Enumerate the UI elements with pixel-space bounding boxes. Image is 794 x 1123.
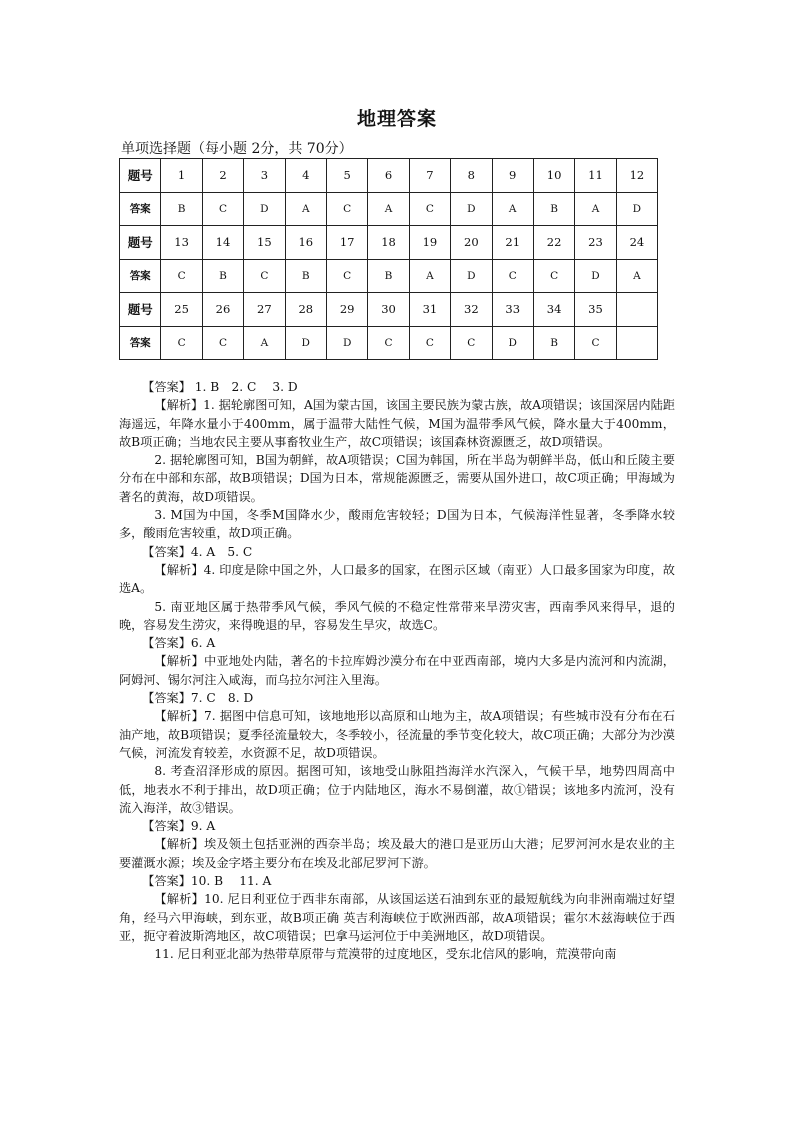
answer-cell: B (533, 326, 574, 360)
explanation-paragraph: 【解析】7. 据图中信息可知，该地地形以高原和山地为主，故A项错误；有些城市没有分布在石油产地，故B项错误；夏季径流量较大，冬季较小，径流量的季节变化较大，故C项正确；大部分为沙漠气候，河流发育较差，水资源不足，故D项错误。 (119, 709, 675, 760)
question-number-cell: 5 (326, 159, 367, 193)
answer-cell: D (575, 259, 616, 293)
question-number-cell: 16 (285, 226, 326, 260)
answer-row (120, 192, 658, 226)
question-number-cell: 9 (492, 159, 533, 193)
question-number-cell: 23 (575, 226, 616, 260)
answer-cell: C (161, 259, 202, 293)
answer-cell: D (492, 326, 533, 360)
question-number-cell: 1 (161, 159, 202, 193)
question-number-label: 题号 (120, 293, 161, 327)
question-number-cell: 20 (451, 226, 492, 260)
answer-cell (616, 326, 657, 360)
question-number-cell: 7 (409, 159, 450, 193)
question-number-cell (616, 293, 657, 327)
answer-table (119, 158, 658, 360)
answer-label: 答案 (120, 326, 161, 360)
question-number-cell: 28 (285, 293, 326, 327)
question-number-cell: 19 (409, 226, 450, 260)
answer-cell: D (326, 326, 367, 360)
question-number-cell: 11 (575, 159, 616, 193)
answer-cell: B (202, 259, 243, 293)
answer-line: 【答案】6. A (142, 636, 216, 651)
answer-cell: C (575, 326, 616, 360)
question-number-cell: 4 (285, 159, 326, 193)
question-number-row (120, 293, 658, 327)
answer-row (120, 326, 658, 360)
answer-cell: D (616, 192, 657, 226)
answer-cell: C (492, 259, 533, 293)
answer-label: 答案 (120, 259, 161, 293)
answer-cell: C (451, 326, 492, 360)
question-number-cell: 34 (533, 293, 574, 327)
question-number-cell: 22 (533, 226, 574, 260)
question-number-cell: 31 (409, 293, 450, 327)
answer-cell: A (575, 192, 616, 226)
answer-cell: C (326, 192, 367, 226)
answer-line: 【答案】9. A (142, 819, 216, 834)
question-number-cell: 35 (575, 293, 616, 327)
question-number-cell: 14 (202, 226, 243, 260)
explanation-paragraph: 2. 据轮廓图可知，B国为朝鲜，故A项错误；C国为韩国，所在半岛为朝鲜半岛，低山和丘陵主要分布在中部和东部，故B项错误；D国为日本，常规能源匮乏，需要从国外进口，故C项正确；甲海域为著名的黄海，故D项错误。 (119, 453, 675, 504)
answer-line: 【答案】10. B 11. A (142, 874, 272, 889)
explanations (119, 378, 675, 964)
explanation-paragraph: 11. 尼日利亚北部为热带草原带与荒漠带的过度地区，受东北信风的影响，荒漠带向南 (154, 947, 617, 962)
question-number-cell: 30 (368, 293, 409, 327)
question-number-cell: 12 (616, 159, 657, 193)
question-number-label: 题号 (120, 226, 161, 260)
question-number-cell: 21 (492, 226, 533, 260)
answer-cell: C (409, 326, 450, 360)
question-number-cell: 32 (451, 293, 492, 327)
answer-cell: A (492, 192, 533, 226)
question-number-cell: 10 (533, 159, 574, 193)
answer-cell: D (285, 326, 326, 360)
answer-cell: D (244, 192, 285, 226)
question-number-cell: 27 (244, 293, 285, 327)
question-number-cell: 15 (244, 226, 285, 260)
answer-cell: C (533, 259, 574, 293)
question-number-cell: 18 (368, 226, 409, 260)
answer-cell: B (285, 259, 326, 293)
answer-cell: A (368, 192, 409, 226)
section-title: 单项选择题（每小题 2分，共 70分） (121, 141, 353, 157)
question-number-cell: 8 (451, 159, 492, 193)
question-number-cell: 29 (326, 293, 367, 327)
question-number-cell: 6 (368, 159, 409, 193)
answer-cell: D (451, 259, 492, 293)
explanation-paragraph: 【解析】埃及领土包括亚洲的西奈半岛；埃及最大的港口是亚历山大港；尼罗河河水是农业的主要灌溉水源；埃及金字塔主要分布在埃及北部尼罗河下游。 (119, 837, 675, 870)
answer-table-body (120, 159, 658, 360)
answer-cell: B (161, 192, 202, 226)
answer-cell: C (202, 326, 243, 360)
question-number-row (120, 226, 658, 260)
answer-row (120, 259, 658, 293)
question-number-cell: 17 (326, 226, 367, 260)
answer-line: 【答案】 1. B 2. C 3. D (142, 380, 298, 394)
page-title: 地理答案 (356, 108, 437, 130)
question-number-cell: 33 (492, 293, 533, 327)
answer-cell: D (451, 192, 492, 226)
answer-label: 答案 (120, 192, 161, 226)
explanation-paragraph: 5. 南亚地区属于热带季风气候，季风气候的不稳定性常带来旱涝灾害，西南季风来得早，退的晚，容易发生涝灾，来得晚退的早，容易发生旱灾，故选C。 (119, 599, 675, 632)
question-number-cell: 24 (616, 226, 657, 260)
answer-line: 【答案】7. C 8. D (142, 691, 254, 706)
explanation-paragraph: 3. M国为中国，冬季M国降水少，酸雨危害较轻；D国为日本，气候海洋性显著，冬季降水较多，酸雨危害较重，故D项正确。 (119, 508, 675, 541)
question-number-cell: 25 (161, 293, 202, 327)
answer-cell: B (533, 192, 574, 226)
question-number-cell: 2 (202, 159, 243, 193)
explanation-paragraph: 【解析】4. 印度是除中国之外，人口最多的国家，在图示区域（南亚）人口最多国家为印度，故选A。 (119, 562, 675, 596)
question-number-label: 题号 (120, 159, 161, 193)
answer-cell: C (326, 259, 367, 293)
answer-cell: A (244, 326, 285, 360)
question-number-cell: 3 (244, 159, 285, 193)
question-number-cell: 13 (161, 226, 202, 260)
answer-cell: C (368, 326, 409, 360)
answer-cell: C (409, 192, 450, 226)
answer-cell: C (161, 326, 202, 360)
answer-cell: A (616, 259, 657, 293)
answer-cell: B (368, 259, 409, 293)
question-number-row (120, 159, 658, 193)
answer-line: 【答案】4. A 5. C (142, 544, 253, 559)
explanation-paragraph: 【解析】10. 尼日利亚位于西非东南部，从该国运送石油到东亚的最短航线为向非洲南端过好望角，经马六甲海峡，到东亚，故B项正确 英吉利海峡位于欧洲西部，故A项错误；霍尔木兹海峡位于西亚，扼守着波斯湾地区，故C项错误；巴拿马运河位于中美洲地区，故D项错误。 (119, 892, 675, 943)
answer-cell: A (409, 259, 450, 293)
answer-cell: A (285, 192, 326, 226)
answer-cell: C (202, 192, 243, 226)
answer-cell: C (244, 259, 285, 293)
explanation-paragraph: 【解析】1. 据轮廓图可知，A国为蒙古国，该国主要民族为蒙古族，故A项错误；该国深居内陆距海遥远，年降水量小于400mm，属于温带大陆性气候，M国为温带季风气候，降水量大于400mm，故B项正确；当地农民主要从事畜牧业生产，故C项错误；该国森林资源匮乏，故D项错误。 (119, 398, 675, 449)
question-number-cell: 26 (202, 293, 243, 327)
explanation-paragraph: 8. 考查沼泽形成的原因。据图可知，该地受山脉阻挡海洋水汽深入，气候干旱，地势四周高中低，地表水不利于排出，故D项正确；位于内陆地区，海水不易倒灌，故①错误；该地多内流河，没有流入海洋，故③错误。 (119, 764, 675, 815)
explanation-paragraph: 【解析】中亚地处内陆，著名的卡拉库姆沙漠分布在中亚西南部，境内大多是内流河和内流湖，阿姆河、锡尔河注入咸海，而乌拉尔河注入里海。 (119, 654, 675, 687)
